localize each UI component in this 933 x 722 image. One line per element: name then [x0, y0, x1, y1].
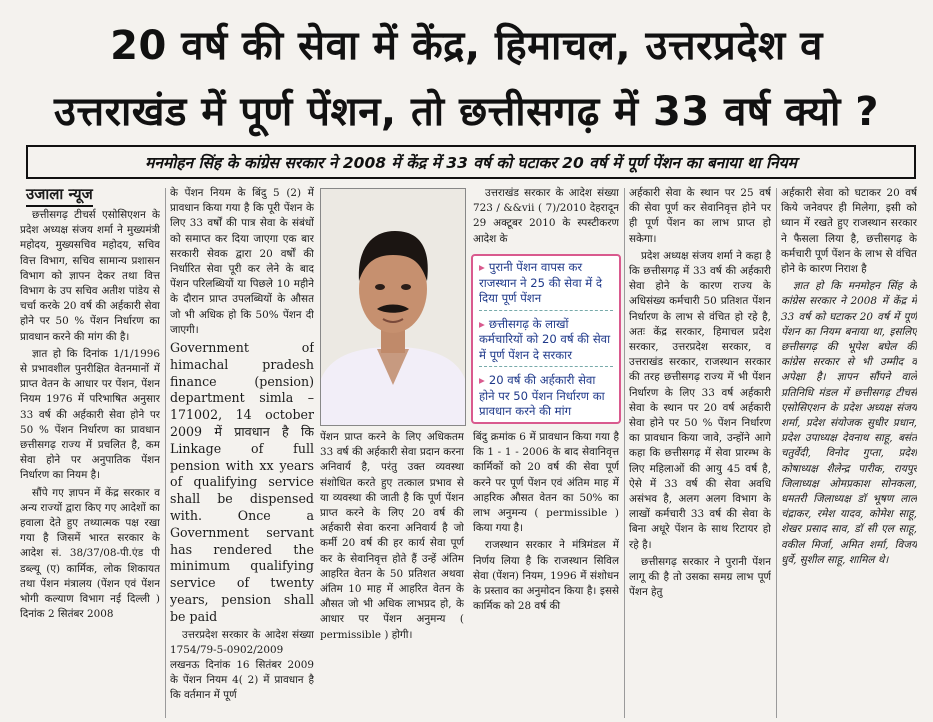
headline-line-1: 20 वर्ष की सेवा में केंद्र, हिमाचल, उत्तरप्रदेश व — [110, 23, 823, 69]
callout-item-text: छत्तीसगढ़ के लाखों कर्मचारियों को 20 वर्ष की सेवा में पूर्ण पेंशन दे सरकार — [479, 316, 611, 362]
col5-para-1: अर्हकारी सेवा के स्थान पर 25 वर्ष की सेवा पूर्ण कर सेवानिवृत्त होने पर ही पूर्ण पेंशन का लाभ प्राप्त हो सकेगा। — [629, 187, 771, 245]
subheadline-box — [26, 145, 916, 179]
person-portrait-image — [321, 189, 465, 425]
col6-para-1: अर्हकारी सेवा को घटाकर 20 वर्ष किये जनेवपर ही मिलेगा, इसी को ध्यान में रखते हुए राजस्थान सरकार ने फैसला लिया है, छत्तीसगढ़ के कर्मचारी पूर्ण पेंशन के लाभ से वंचित होने के कारण निराश है — [781, 187, 917, 276]
callout-item-text: पुरानी पेंशन वापस कर राजस्थान ने 25 की सेवा में दे दिया पूर्ण पेंशन — [479, 260, 603, 305]
col4-top-text: उत्तराखंड सरकार के आदेश संख्या 723 / &&vii ( 7)/2010 देहरादून 29 अक्टूबर 2010 के स्पस्टीकरण आदेश के — [473, 187, 619, 245]
callout-item-1 — [479, 260, 613, 311]
col2-outro: उत्तरप्रदेश सरकार के आदेश संख्या 1754/79-5-0902/2009 लखनऊ दिनांक 16 सितंबर 2009 के पेंशन नियम 4( 2) में प्रावधान है कि वर्तमान में पूर्ण — [170, 628, 314, 702]
byline: उजाला न्यूज — [26, 184, 93, 207]
col6-para-2: ज्ञात हो कि मनमोहन सिंह के कांग्रेस सरकार ने 2008 में केंद्र में 33 वर्ष को घटाकर 20 वर्ष में पूर्ण पेंशन का नियम बनाया था, इसलिए छत्तीसगढ़ की भूपेश बघेल की कांग्रेस सरकार से भी उम्मीद व अपेक्षा है। ज्ञापन सौंपने वाले प्रतिनिधि मंडल में छत्तीसगढ़ टीचर्स एसोसिएशन के प्रदेश अध्यक्ष संजय शर्मा, प्रदेश संयोजक सुधीर प्रधान, प्रदेश उपाध्यक्ष देवनाथ साहू, बसंत चतुर्वेदी, विनोद गुप्ता, प्रदेश कोषाध्यक्ष शैलेन्द्र पारीक, रायपुर जिलाध्यक्ष ओमप्रकाश सोनकला, धमतरी जिलाध्यक्ष डॉ भूषण लाल चंद्राकर, रमेश यादव, कोमेश साहू, शेखर प्रसाद साव, डॉ सी एल साहू, वकील मिर्जा, अमित शर्मा, विजय धुर्वे, सुशील साहू, शामिल थे। — [781, 280, 917, 566]
callout-item-2 — [479, 317, 613, 368]
col1-para-3: सौंपे गए ज्ञापन में केंद्र सरकार व अन्य राज्यों द्वारा किए गए आदेशों का हवाला देते हुए तथ्यात्मक पक्ष रखा गया है जिसमें भारत सरकार के आदेश सं. 38/37/08-पी.एंड पी डब्ल्यू (ए) कार्मिक, लोक शिकायत तथा पेंशन मंत्रालय (पेंशन एवं पेंशन भोगी कल्याण विभाग नई दिल्ली ) दिनांक 2 सितंबर 2008 — [20, 486, 160, 621]
article-column-6 — [781, 186, 917, 718]
callout-item-text: 20 वर्ष की अर्हकारी सेवा होने पर 50 पेंशन निर्धारण का प्रावधान करने की मांग — [479, 373, 605, 418]
col2-english-quote: Government of himachal pradesh finance (pension) department simla – 171002, 14 october 2009 में प्रावधान है कि Linkage of full pension with xx years of qualifying service shall be dispensed with. Once a Government servant has rendered the minimum qualifying service of twenty years, pension shall be paid — [170, 340, 314, 624]
col1-para-1: छत्तीसगढ़ टीचर्स एसोसिएशन के प्रदेश अध्यक्ष संजय शर्मा ने मुख्यमंत्री महोदय, मुख्यसचिव महोदय, सचिव वित्त विभाग, सचिव सामान्य प्रशासन विभाग को ज्ञापन देकर तथा वित्त विभाग के उप सचिव अतीश पांडेय से चर्चा करके 20 वर्ष की अर्हकारी सेवा होने पर 50 % पेंशन निर्धारण का प्रावधान करने की मांग की है। — [20, 209, 160, 343]
column-divider — [624, 188, 625, 718]
article-column-1 — [20, 208, 160, 718]
article-column-3 — [320, 430, 464, 718]
highlight-callout-box — [471, 254, 621, 424]
article-column-4-top — [473, 186, 619, 252]
col5-para-3: छत्तीसगढ़ सरकार ने पुरानी पेंशन लागू की है तो उसका समग्र लाभ पूर्ण पेंशन हेतु — [629, 555, 771, 599]
col2-intro: के पेंशन नियम के बिंदु 5 (2) में प्रावधान किया गया है कि पूरी पेंशन के लिए 33 वर्षों की पात्र सेवा के संबंधों को समाप्त कर दिया जाएगा एक बार सरकारी सेवक द्वारा 20 वर्षों की निर्धारित सेवा पूरी कर लेने के बाद पेंशन परिलब्धियों या पिछले 10 महीने के दौरान प्राप्त उपलब्धियों के औसत जो भी अधिक हो कि 50% पेंशन दी जाएगी। — [170, 187, 314, 336]
person-photo — [320, 188, 466, 426]
article-column-4-bottom — [473, 430, 619, 718]
callout-item-3 — [479, 373, 613, 423]
col3-text: पेंशन प्राप्त करने के लिए अधिकतम 33 वर्ष की अर्हकारी सेवा प्रदान करना अनिवार्य है, परंतु उक्त व्यवस्था संशोधित करते हुए तत्काल प्रभाव से या व्यवस्था की जाती है कि पूर्ण पेंशन प्राप्त करने के लिए 20 वर्ष की अर्हकारी सेवा करना अनिवार्य है जो कर्मी 20 वर्ष की हर कार्य सेवा पूर्ण कर के सेवानिवृत्त होते हैं उन्हें अंतिम आहरित वेतन के 50 प्रतिशत अथवा अंतिम 10 माह में आहरित वेतन के औसत जो भी अधिक लाभप्रद हो, के आधार पर पेंशन अनुमन्य ( permissible ) होगी। — [320, 431, 464, 641]
headline-line-2: उत्तराखंड में पूर्ण पेंशन, तो छत्तीसगढ़ में 33 वर्ष क्यो ? — [54, 89, 879, 135]
article-column-5 — [629, 186, 771, 718]
subheadline-text: मनमोहन सिंह के कांग्रेस सरकार ने 2008 में केंद्र में 33 वर्ष को घटाकर 20 वर्ष में पूर्ण पेंशन का बनाया था नियम — [145, 154, 797, 172]
col4-bottom-text: राजस्थान सरकार ने मंत्रिमंडल में निर्णय लिया है कि राजस्थान सिविल सेवा (पेंशन) नियम, 1996 में संशोधन के प्रस्ताव का अनुमोदन किया है। इससे कार्मिक को 28 वर्ष की — [473, 539, 619, 613]
col5-para-2: प्रदेश अध्यक्ष संजय शर्मा ने कहा है कि छत्तीसगढ़ में 33 वर्ष की अर्हकारी सेवा होने के कारण राज्य के अधिसंख्य कर्मचारी 50 प्रतिशत पेंशन निर्धारण के लाभ से वंचित हो रहे है, अतः केंद्र सरकार, हिमाचल प्रदेश सरकार, उत्तरप्रदेश सरकार, व उत्तराखंड सरकार, राजस्थान सरकार की तरह छत्तीसगढ़ राज्य में भी पेंशन निर्धारण के लिए 33 वर्ष अर्हकारी सेवा के स्थान पर 20 वर्ष अर्हकारी सेवा होने पर 50 % पेंशन निर्धारण का प्रावधान किया जावे, उन्होंने आगे कहा कि छत्तीसगढ़ में सेवा प्रारम्भ के लिए महिलाओं की आयु 45 वर्ष है, ऐसे में 33 वर्ष की सेवा अवधि असंभव है, अलग अलग विभाग के लाखों कर्मचारी 33 वर्ष की सेवा के बिना अधूरे पेंशन के साथ रिटायर हो रहे है। — [629, 249, 771, 551]
column-divider — [776, 188, 777, 718]
callout-bullet-icon: ▸ — [479, 373, 489, 387]
column-divider — [165, 188, 166, 718]
article-column-2 — [170, 186, 314, 718]
callout-bullet-icon: ▸ — [479, 316, 489, 331]
col1-para-2: ज्ञात हो कि दिनांक 1/1/1996 से प्रभावशील पुनरीक्षित वेतनमानों में प्राप्त वेतन के आधार पर पेंशन, पेंशन नियम 1976 में परिभाषित अनुसार 33 वर्ष की अर्हकारी सेवा होने पर 50 % पेंशन निर्धारण का प्रावधान छत्तीसगढ़ राज्य में प्रचलित है, कम सेवा होने पर अनुपातिक पेंशन निर्धारण का नियम है। — [20, 347, 160, 482]
callout-bullet-icon: ▸ — [479, 260, 489, 274]
col4-mid-text: बिंदु क्रमांक 6 में प्रावधान किया गया है कि 1 - 1 - 2006 के बाद सेवानिवृत्त कार्मिकों को 20 वर्ष की सेवा पूर्ण करने पर पूर्ण पेंशन एवं अंतिम माह में आहरिक औसत वेतन का 50% का लाभ अनुमन्य ( permissible ) किया गया है। — [473, 431, 619, 535]
